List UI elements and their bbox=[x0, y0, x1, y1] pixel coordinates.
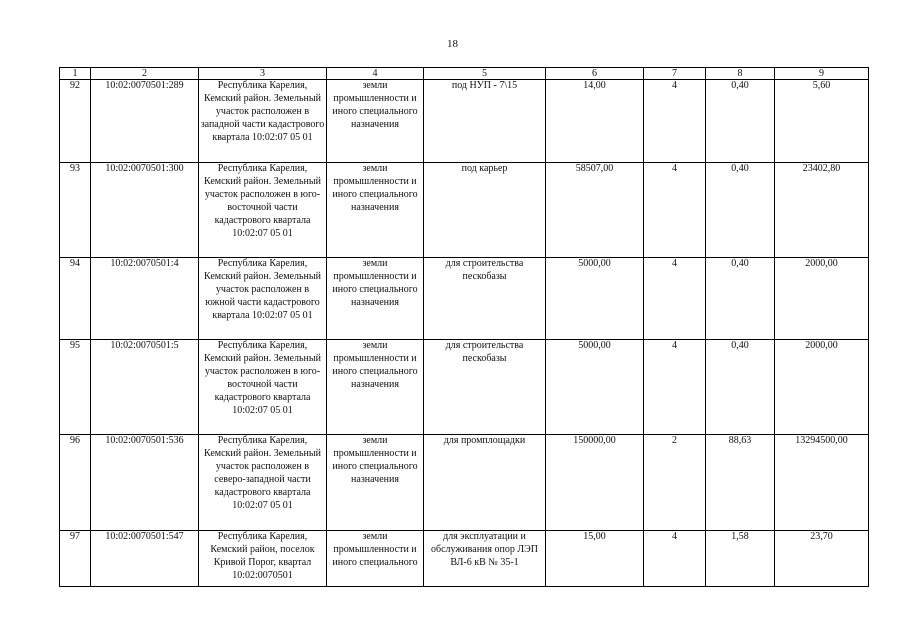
column-7-value: 4 bbox=[644, 163, 706, 258]
table-row bbox=[60, 340, 869, 435]
column-header: 9 bbox=[775, 68, 869, 80]
column-header: 1 bbox=[60, 68, 91, 80]
column-9-value: 23402,80 bbox=[775, 163, 869, 258]
area: 5000,00 bbox=[546, 258, 644, 340]
area: 58507,00 bbox=[546, 163, 644, 258]
location: Республика Карелия, Кемский район. Земельный участок расположен в южной части кадастрового квартала 10:02:07 05 01 bbox=[199, 258, 327, 340]
column-9-value: 5,60 bbox=[775, 80, 869, 163]
land-category: земли промышленности и иного специального bbox=[327, 531, 424, 587]
area: 14,00 bbox=[546, 80, 644, 163]
column-7-value: 4 bbox=[644, 340, 706, 435]
row-number: 95 bbox=[60, 340, 91, 435]
permitted-use: для эксплуатации и обслуживания опор ЛЭП ВЛ-6 кВ № 35-1 bbox=[424, 531, 546, 587]
table-row bbox=[60, 258, 869, 340]
permitted-use: под НУП - 7\15 bbox=[424, 80, 546, 163]
land-category: земли промышленности и иного специального назначения bbox=[327, 80, 424, 163]
row-number: 96 bbox=[60, 435, 91, 531]
permitted-use: для строительства пескобазы bbox=[424, 258, 546, 340]
column-8-value: 1,58 bbox=[706, 531, 775, 587]
column-header: 7 bbox=[644, 68, 706, 80]
location: Республика Карелия, Кемский район. Земельный участок расположен в западной части кадастрового квартала 10:02:07 05 01 bbox=[199, 80, 327, 163]
column-8-value: 0,40 bbox=[706, 258, 775, 340]
column-header: 8 bbox=[706, 68, 775, 80]
column-8-value: 0,40 bbox=[706, 163, 775, 258]
column-7-value: 4 bbox=[644, 80, 706, 163]
column-header: 3 bbox=[199, 68, 327, 80]
header-row bbox=[60, 68, 869, 80]
column-9-value: 2000,00 bbox=[775, 340, 869, 435]
column-7-value: 4 bbox=[644, 531, 706, 587]
cadastral-number: 10:02:0070501:536 bbox=[91, 435, 199, 531]
column-header: 4 bbox=[327, 68, 424, 80]
column-9-value: 23,70 bbox=[775, 531, 869, 587]
land-plots-table bbox=[59, 67, 869, 587]
column-8-value: 0,40 bbox=[706, 80, 775, 163]
row-number: 97 bbox=[60, 531, 91, 587]
cadastral-number: 10:02:0070501:5 bbox=[91, 340, 199, 435]
column-9-value: 2000,00 bbox=[775, 258, 869, 340]
column-8-value: 88,63 bbox=[706, 435, 775, 531]
land-category: земли промышленности и иного специального назначения bbox=[327, 163, 424, 258]
area: 150000,00 bbox=[546, 435, 644, 531]
location: Республика Карелия, Кемский район. Земельный участок расположен в северо-западной части кадастрового квартала 10:02:07 05 01 bbox=[199, 435, 327, 531]
row-number: 94 bbox=[60, 258, 91, 340]
permitted-use: для промплощадки bbox=[424, 435, 546, 531]
column-8-value: 0,40 bbox=[706, 340, 775, 435]
land-category: земли промышленности и иного специального назначения bbox=[327, 435, 424, 531]
row-number: 92 bbox=[60, 80, 91, 163]
column-header: 6 bbox=[546, 68, 644, 80]
permitted-use: для строительства пескобазы bbox=[424, 340, 546, 435]
column-header: 5 bbox=[424, 68, 546, 80]
land-category: земли промышленности и иного специального назначения bbox=[327, 340, 424, 435]
land-category: земли промышленности и иного специального назначения bbox=[327, 258, 424, 340]
permitted-use: под карьер bbox=[424, 163, 546, 258]
page-number: 18 bbox=[447, 38, 458, 50]
location: Республика Карелия, Кемский район. Земельный участок расположен в юго-восточной части кадастрового квартала 10:02:07 05 01 bbox=[199, 340, 327, 435]
column-header: 2 bbox=[91, 68, 199, 80]
area: 15,00 bbox=[546, 531, 644, 587]
column-7-value: 2 bbox=[644, 435, 706, 531]
row-number: 93 bbox=[60, 163, 91, 258]
table-row bbox=[60, 435, 869, 531]
area: 5000,00 bbox=[546, 340, 644, 435]
column-7-value: 4 bbox=[644, 258, 706, 340]
cadastral-number: 10:02:0070501:300 bbox=[91, 163, 199, 258]
column-9-value: 13294500,00 bbox=[775, 435, 869, 531]
table-row bbox=[60, 163, 869, 258]
cadastral-number: 10:02:0070501:547 bbox=[91, 531, 199, 587]
cadastral-number: 10:02:0070501:289 bbox=[91, 80, 199, 163]
cadastral-number: 10:02:0070501:4 bbox=[91, 258, 199, 340]
location: Республика Карелия, Кемский район. Земельный участок расположен в юго-восточной части кадастрового квартала 10:02:07 05 01 bbox=[199, 163, 327, 258]
table-row bbox=[60, 80, 869, 163]
table-row bbox=[60, 531, 869, 587]
location: Республика Карелия, Кемский район, поселок Кривой Порог, квартал 10:02:0070501 bbox=[199, 531, 327, 587]
